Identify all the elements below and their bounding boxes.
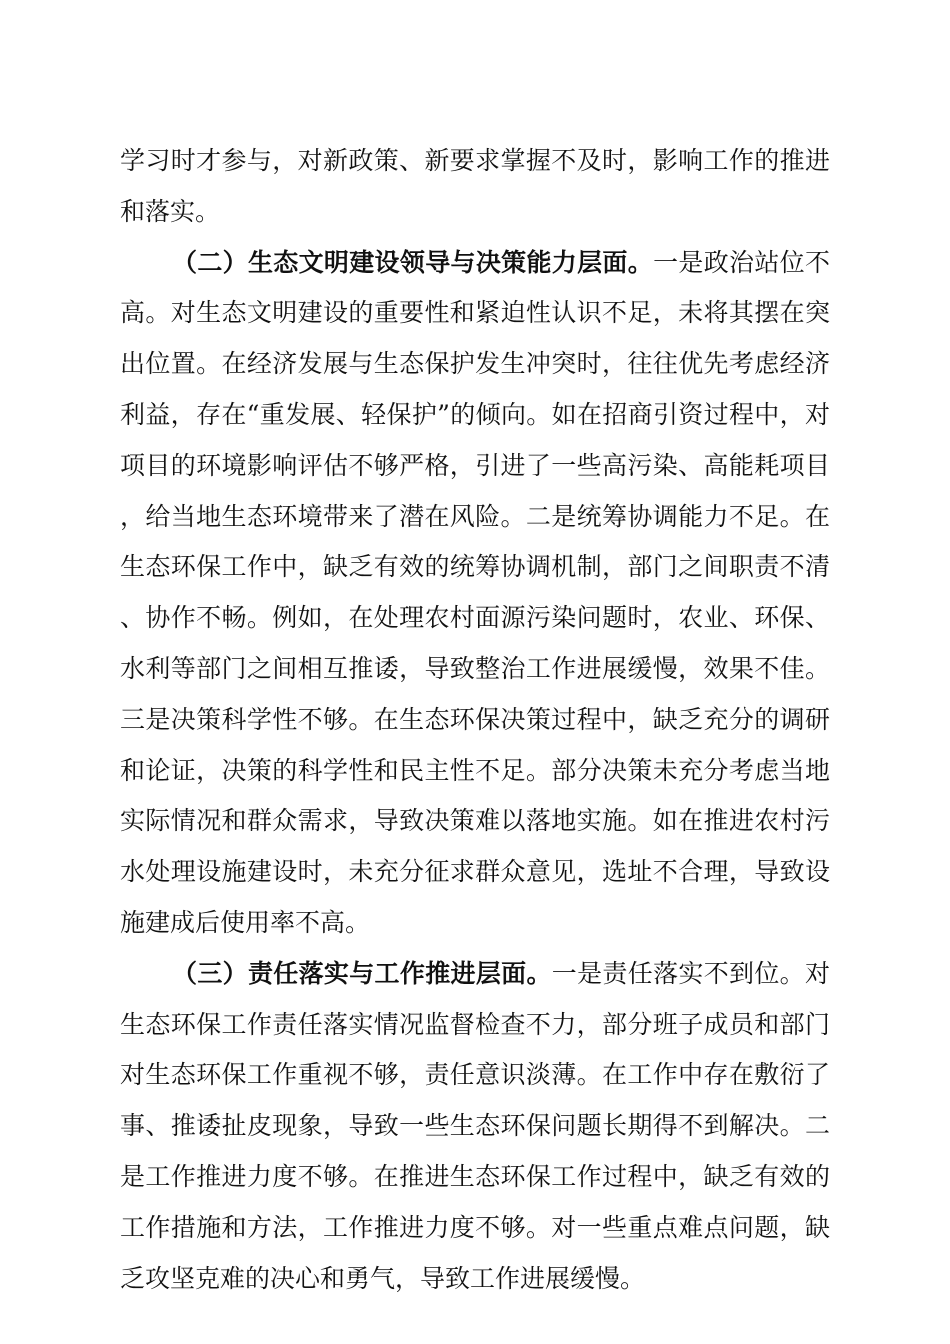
- paragraph-2-text: 一是政治站位不高。对生态文明建设的重要性和紧迫性认识不足，未将其摆在突出位置。在经济发展与生态保护发生冲突时，往往优先考虑经济利益，存在“重发展、轻保护”的倾向。如在招商引资过程中，对项目的环境影响评估不够严格，引进了一些高污染、高能耗项目，给当地生态环境带来了潜在风险。二是统筹协调能力不足。在生态环保工作中，缺乏有效的统筹协调机制，部门之间职责不清、协作不畅。例如，在处理农村面源污染问题时，农业、环保、水利等部门之间相互推诿，导致整治工作进展缓慢，效果不佳。三是决策科学性不够。在生态环保决策过程中，缺乏充分的调研和论证，决策的科学性和民主性不足。部分决策未充分考虑当地实际情况和群众需求，导致决策难以落地实施。如在推进农村污水处理设施建设时，未充分征求群众意见，选址不合理，导致设施建成后使用率不高。: [120, 247, 830, 937]
- section-heading-3: （三）责任落实与工作推进层面。: [172, 958, 552, 988]
- paragraph-3: [120, 949, 830, 1305]
- paragraph-1: [120, 136, 830, 238]
- paragraph-1-text: 学习时才参与，对新政策、新要求掌握不及时，影响工作的推进和落实。: [120, 146, 830, 226]
- paragraph-2: [120, 238, 830, 949]
- paragraph-3-text: 一是责任落实不到位。对生态环保工作责任落实情况监督检查不力，部分班子成员和部门对生态环保工作重视不够，责任意识淡薄。在工作中存在敷衍了事、推诿扯皮现象，导致一些生态环保问题长期得不到解决。二是工作推进力度不够。在推进生态环保工作过程中，缺乏有效的工作措施和方法，工作推进力度不够。对一些重点难点问题，缺乏攻坚克难的决心和勇气，导致工作进展缓慢。: [120, 958, 830, 1293]
- body-text: [120, 136, 830, 1304]
- section-heading-2: （二）生态文明建设领导与决策能力层面。: [172, 247, 654, 277]
